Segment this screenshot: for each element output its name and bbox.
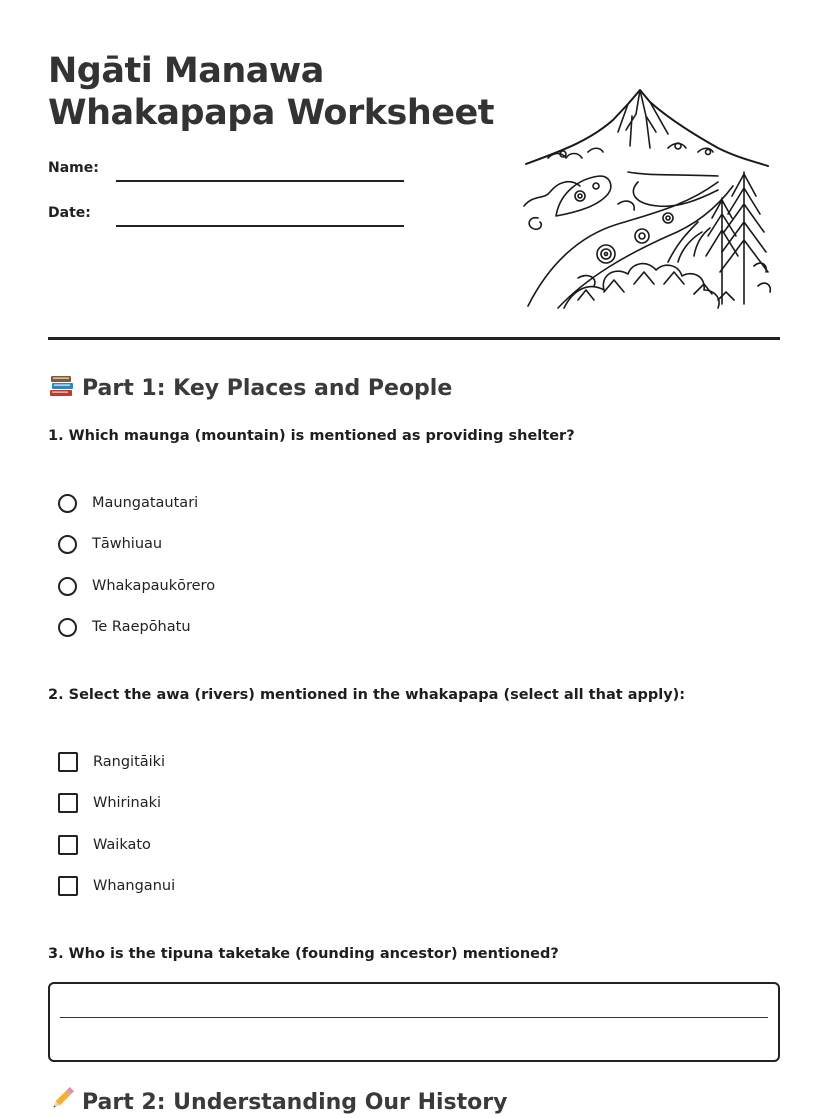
radio-button[interactable] — [58, 618, 77, 637]
option-label: Whakapaukōrero — [92, 578, 216, 594]
q2-option[interactable] — [58, 791, 161, 815]
option-label: Whanganui — [93, 878, 176, 894]
pencil-icon — [48, 1086, 76, 1112]
q2-option[interactable] — [58, 874, 175, 898]
q1-option[interactable] — [58, 491, 198, 515]
part-2-heading-text: Part 2: Understanding Our History — [82, 1090, 508, 1115]
part-1-heading-text: Part 1: Key Places and People — [82, 376, 453, 401]
worksheet-title — [48, 50, 494, 134]
date-field[interactable] — [116, 225, 404, 227]
q2-option[interactable] — [58, 833, 151, 857]
q3-answer-box[interactable] — [48, 982, 780, 1062]
radio-button[interactable] — [58, 535, 77, 554]
checkbox[interactable] — [58, 752, 78, 772]
radio-button[interactable] — [58, 577, 77, 596]
radio-button[interactable] — [58, 494, 77, 513]
title-line-1: Ngāti Manawa — [48, 51, 324, 91]
question-2: 2. Select the awa (rivers) mentioned in the whakapapa (select all that apply): — [48, 687, 686, 703]
q1-option[interactable] — [58, 532, 162, 556]
option-label: Te Raepōhatu — [92, 619, 191, 635]
question-3: 3. Who is the tipuna taketake (founding ancestor) mentioned? — [48, 946, 559, 962]
q1-option[interactable] — [58, 615, 191, 639]
option-label: Rangitāiki — [93, 754, 166, 770]
date-label: Date: — [48, 205, 91, 221]
name-field[interactable] — [116, 180, 404, 182]
books-icon — [48, 374, 76, 398]
title-line-2: Whakapapa Worksheet — [48, 93, 494, 133]
option-label: Maungatautari — [92, 495, 199, 511]
checkbox[interactable] — [58, 876, 78, 896]
checkbox[interactable] — [58, 835, 78, 855]
option-label: Whirinaki — [93, 795, 162, 811]
q2-option[interactable] — [58, 750, 165, 774]
checkbox[interactable] — [58, 793, 78, 813]
option-label: Waikato — [93, 837, 151, 853]
landscape-illustration — [518, 86, 780, 314]
name-label: Name: — [48, 160, 99, 176]
part-1-heading — [48, 374, 452, 401]
answer-line — [60, 1017, 768, 1018]
part-2-heading — [48, 1086, 507, 1115]
question-1: 1. Which maunga (mountain) is mentioned as providing shelter? — [48, 428, 575, 444]
option-label: Tāwhiuau — [92, 536, 163, 552]
q1-option[interactable] — [58, 574, 215, 598]
header-divider — [48, 337, 780, 340]
